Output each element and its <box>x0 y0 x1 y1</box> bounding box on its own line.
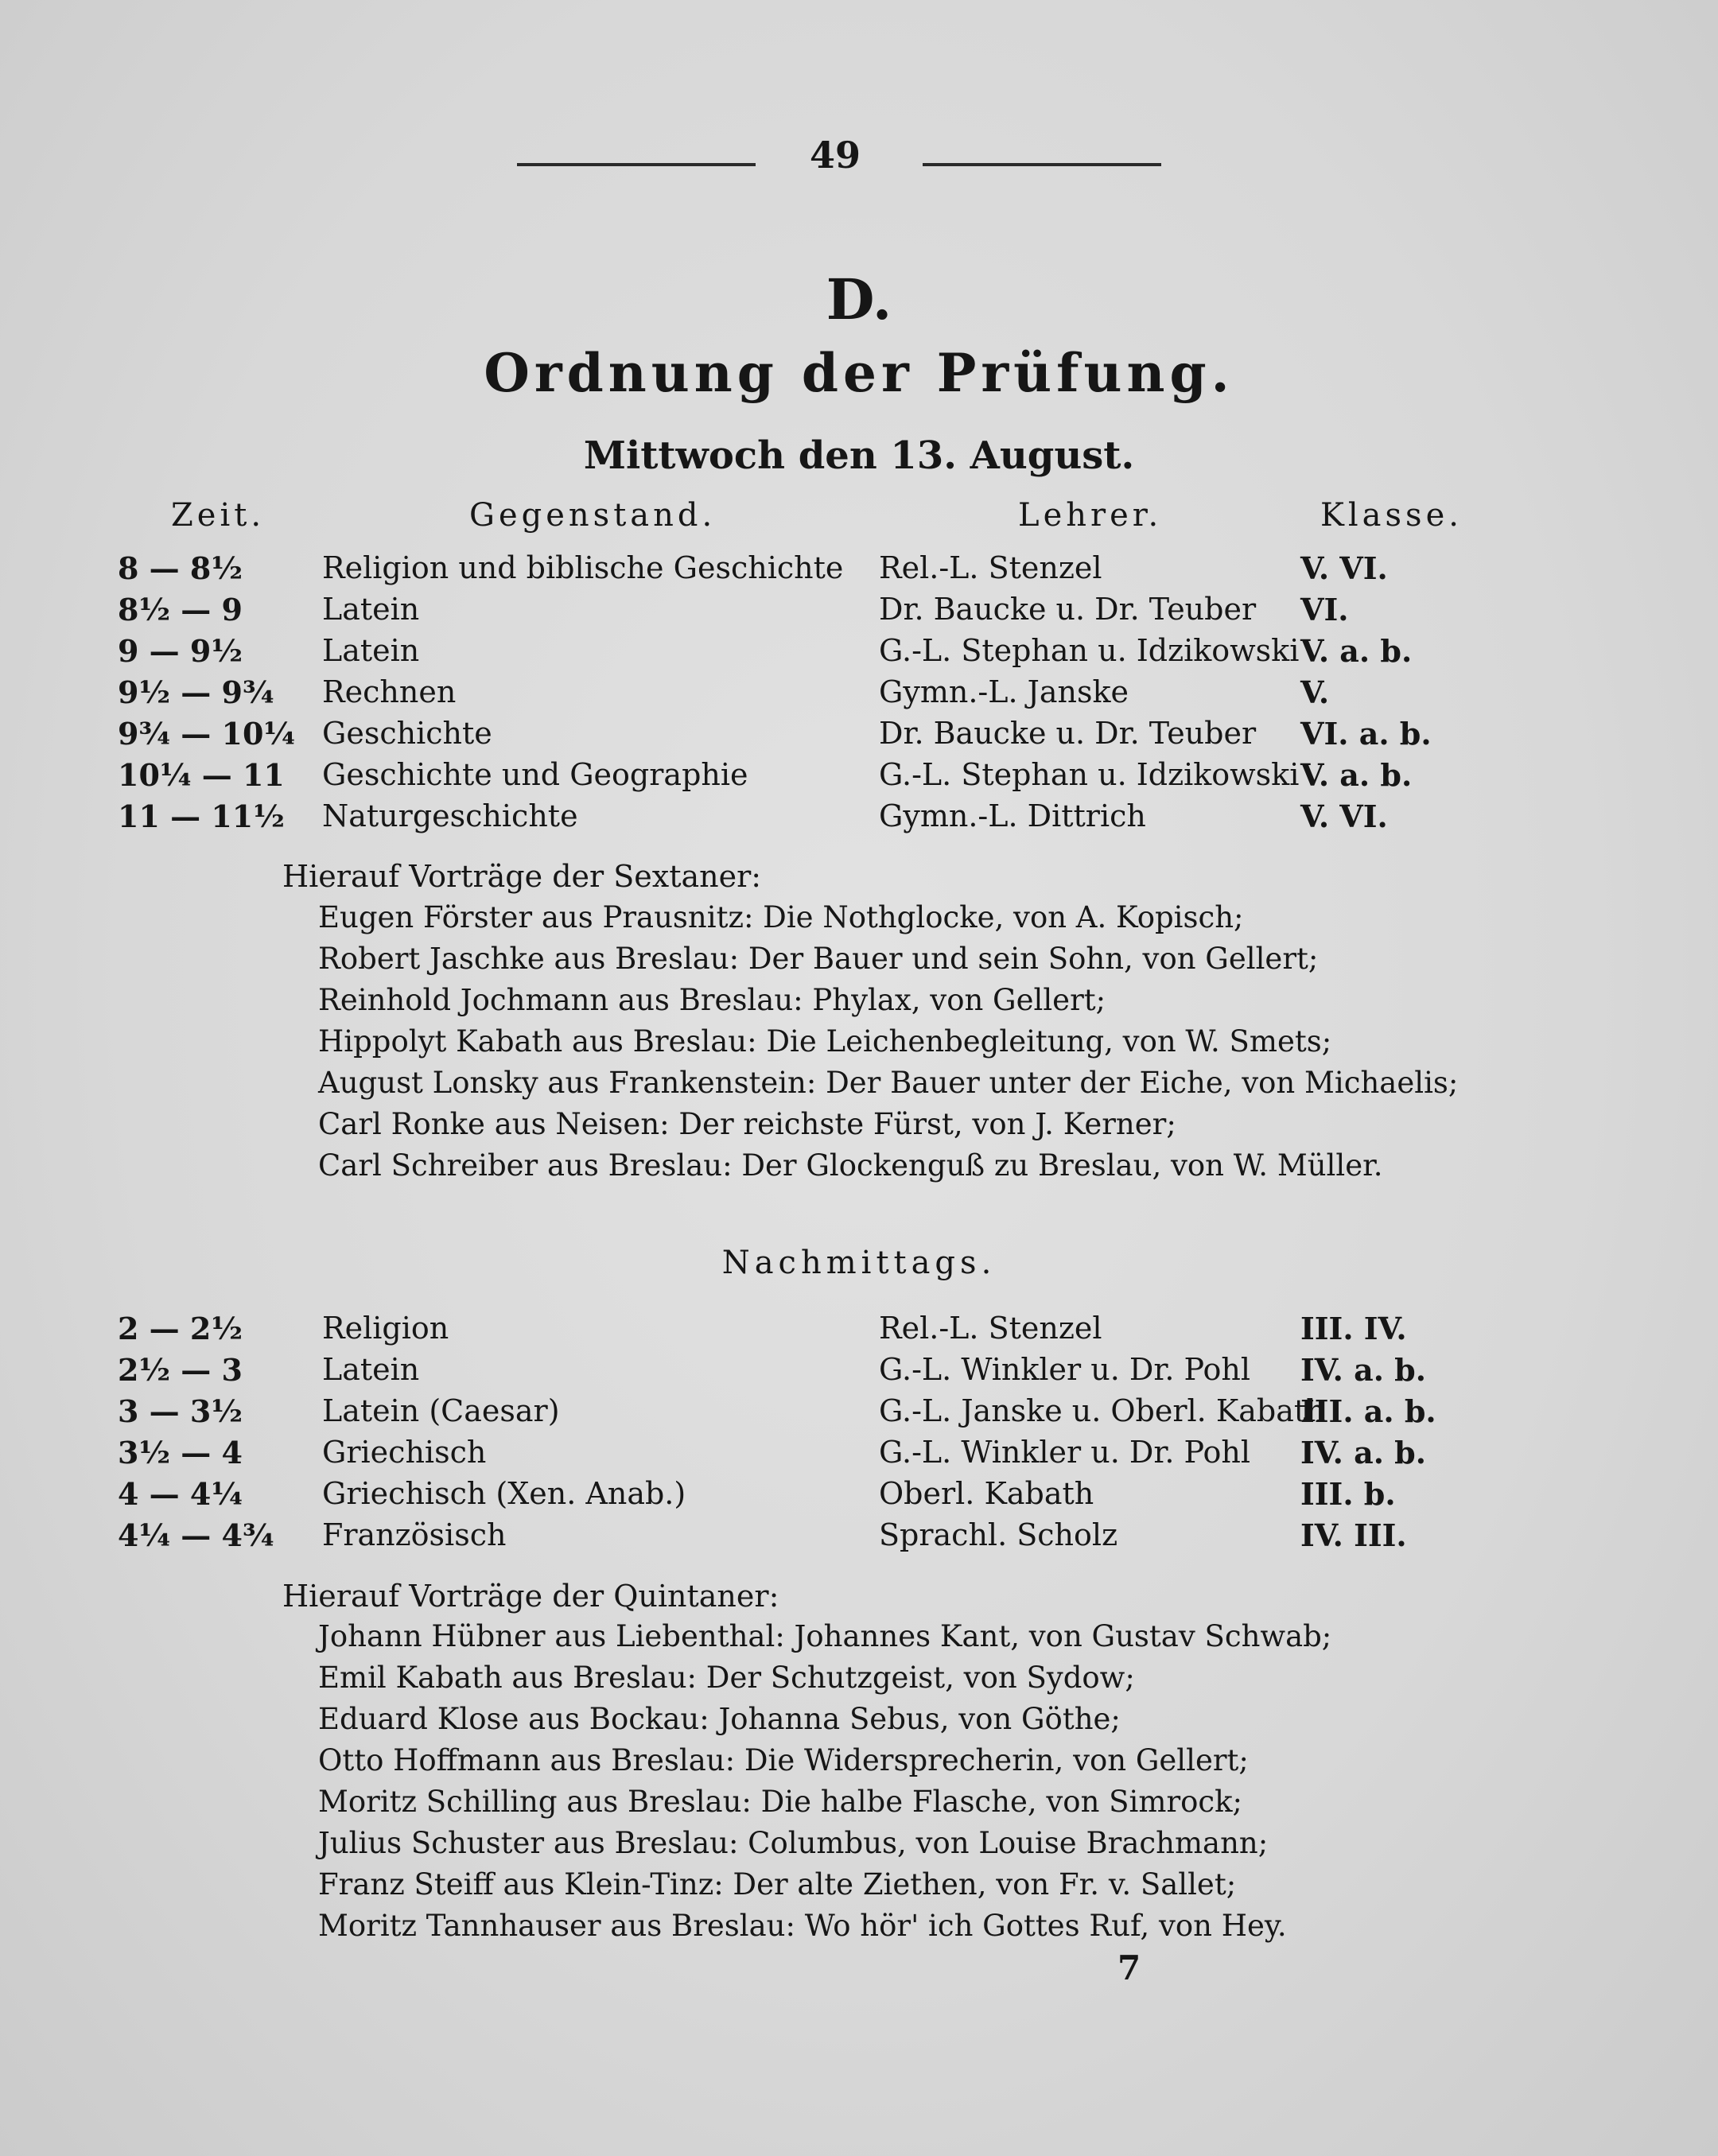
time-cell: 3½ — 4 <box>118 1435 243 1470</box>
class-cell: V. VI. <box>1300 550 1388 586</box>
teacher-cell: Rel.-L. Stenzel <box>879 1311 1102 1346</box>
header-rule-left <box>517 163 756 166</box>
time-cell: 2 — 2½ <box>118 1311 243 1346</box>
day-heading: Mittwoch den 13. August. <box>583 433 1135 478</box>
column-header-subject: Gegenstand. <box>469 497 717 534</box>
subject-cell: Geschichte <box>322 716 492 751</box>
recitation-line: Eduard Klose aus Bockau: Johanna Sebus, von Göthe; <box>318 1702 1121 1736</box>
recitation-line: Otto Hoffmann aus Breslau: Die Widersprecherin, von Gellert; <box>318 1743 1249 1777</box>
class-cell: VI. a. b. <box>1300 716 1432 752</box>
recitation-line: Julius Schuster aus Breslau: Columbus, von Louise Brachmann; <box>318 1826 1269 1860</box>
recitation-line: August Lonsky aus Frankenstein: Der Bauer unter der Eiche, von Michaelis; <box>318 1066 1459 1100</box>
time-cell: 4 — 4¼ <box>118 1476 243 1512</box>
schedule-row <box>0 633 1718 674</box>
teacher-cell: Gymn.-L. Dittrich <box>879 798 1146 833</box>
header-rule-right <box>923 163 1161 166</box>
teacher-cell: G.-L. Stephan u. Idzikowski <box>879 633 1300 668</box>
teacher-cell: G.-L. Janske u. Oberl. Kabath <box>879 1393 1326 1428</box>
class-cell: III. IV. <box>1300 1311 1407 1346</box>
column-header-class: Klasse. <box>1320 497 1463 534</box>
subject-cell: Rechnen <box>322 674 457 709</box>
class-cell: III. a. b. <box>1300 1393 1436 1429</box>
time-cell: 10¼ — 11 <box>118 757 285 793</box>
teacher-cell: Rel.-L. Stenzel <box>879 550 1102 585</box>
recitation-line: Eugen Förster aus Prausnitz: Die Nothglocke, von A. Kopisch; <box>318 900 1244 934</box>
class-cell: V. <box>1300 674 1330 710</box>
subject-cell: Religion <box>322 1311 449 1346</box>
time-cell: 2½ — 3 <box>118 1352 243 1388</box>
subject-cell: Naturgeschichte <box>322 798 578 833</box>
schedule-row <box>0 798 1718 840</box>
recitation-line: Johann Hübner aus Liebenthal: Johannes Kant, von Gustav Schwab; <box>318 1619 1332 1653</box>
recitation-line: Reinhold Jochmann aus Breslau: Phylax, von Gellert; <box>318 983 1106 1017</box>
page-number: 49 <box>809 134 861 177</box>
subject-cell: Latein <box>322 592 420 627</box>
schedule-row <box>0 757 1718 798</box>
teacher-cell: Gymn.-L. Janske <box>879 674 1129 709</box>
class-cell: V. a. b. <box>1300 633 1413 669</box>
afternoon-heading: Nachmittags. <box>721 1245 997 1281</box>
teacher-cell: G.-L. Winkler u. Dr. Pohl <box>879 1435 1251 1470</box>
schedule-row <box>0 674 1718 716</box>
schedule-row <box>0 1352 1718 1393</box>
page-title: Ordnung der Prüfung. <box>484 342 1234 404</box>
column-header-time: Zeit. <box>171 497 266 534</box>
recitation-line: Carl Schreiber aus Breslau: Der Glockenguß zu Breslau, von W. Müller. <box>318 1148 1383 1183</box>
subject-cell: Latein <box>322 1352 420 1387</box>
recitation-line: Moritz Tannhauser aus Breslau: Wo hör' ich Gottes Ruf, von Hey. <box>318 1909 1287 1943</box>
time-cell: 11 — 11½ <box>118 798 285 834</box>
time-cell: 4¼ — 4¾ <box>118 1517 274 1553</box>
schedule-row <box>0 1311 1718 1352</box>
recitation-intro: Hierauf Vorträge der Sextaner: <box>282 859 762 894</box>
class-cell: IV. a. b. <box>1300 1435 1426 1470</box>
schedule-row <box>0 716 1718 757</box>
section-letter: D. <box>826 266 892 332</box>
schedule-row <box>0 1476 1718 1517</box>
teacher-cell: G.-L. Winkler u. Dr. Pohl <box>879 1352 1251 1387</box>
subject-cell: Religion und biblische Geschichte <box>322 550 844 585</box>
time-cell: 8½ — 9 <box>118 592 243 627</box>
recitation-line: Robert Jaschke aus Breslau: Der Bauer und sein Sohn, von Gellert; <box>318 942 1319 976</box>
class-cell: IV. III. <box>1300 1517 1407 1553</box>
subject-cell: Französisch <box>322 1517 507 1552</box>
class-cell: IV. a. b. <box>1300 1352 1426 1388</box>
time-cell: 9½ — 9¾ <box>118 674 274 710</box>
time-cell: 8 — 8½ <box>118 550 243 586</box>
teacher-cell: Oberl. Kabath <box>879 1476 1094 1511</box>
teacher-cell: Dr. Baucke u. Dr. Teuber <box>879 592 1257 627</box>
time-cell: 3 — 3½ <box>118 1393 243 1429</box>
recitation-line: Franz Steiff aus Klein-Tinz: Der alte Ziethen, von Fr. v. Sallet; <box>318 1867 1237 1902</box>
schedule-row <box>0 592 1718 633</box>
recitation-line: Moritz Schilling aus Breslau: Die halbe Flasche, von Simrock; <box>318 1785 1243 1819</box>
schedule-row <box>0 1517 1718 1559</box>
subject-cell: Geschichte und Geographie <box>322 757 748 792</box>
subject-cell: Latein <box>322 633 420 668</box>
class-cell: VI. <box>1300 592 1349 627</box>
column-header-teacher: Lehrer. <box>1018 497 1163 534</box>
subject-cell: Latein (Caesar) <box>322 1393 560 1428</box>
teacher-cell: G.-L. Stephan u. Idzikowski <box>879 757 1300 792</box>
subject-cell: Griechisch <box>322 1435 487 1470</box>
class-cell: V. a. b. <box>1300 757 1413 793</box>
schedule-row <box>0 1435 1718 1476</box>
schedule-row <box>0 550 1718 592</box>
time-cell: 9 — 9½ <box>118 633 243 669</box>
class-cell: V. VI. <box>1300 798 1388 834</box>
time-cell: 9¾ — 10¼ <box>118 716 296 752</box>
teacher-cell: Sprachl. Scholz <box>879 1517 1118 1552</box>
subject-cell: Griechisch (Xen. Anab.) <box>322 1476 686 1511</box>
recitation-line: Emil Kabath aus Breslau: Der Schutzgeist, von Sydow; <box>318 1661 1135 1695</box>
class-cell: III. b. <box>1300 1476 1396 1512</box>
recitation-line: Carl Ronke aus Neisen: Der reichste Fürst, von J. Kerner; <box>318 1107 1176 1141</box>
signature-mark: 7 <box>1117 1948 1141 1987</box>
teacher-cell: Dr. Baucke u. Dr. Teuber <box>879 716 1257 751</box>
recitation-intro: Hierauf Vorträge der Quintaner: <box>282 1579 779 1614</box>
recitation-line: Hippolyt Kabath aus Breslau: Die Leichenbegleitung, von W. Smets; <box>318 1024 1332 1059</box>
schedule-row <box>0 1393 1718 1435</box>
